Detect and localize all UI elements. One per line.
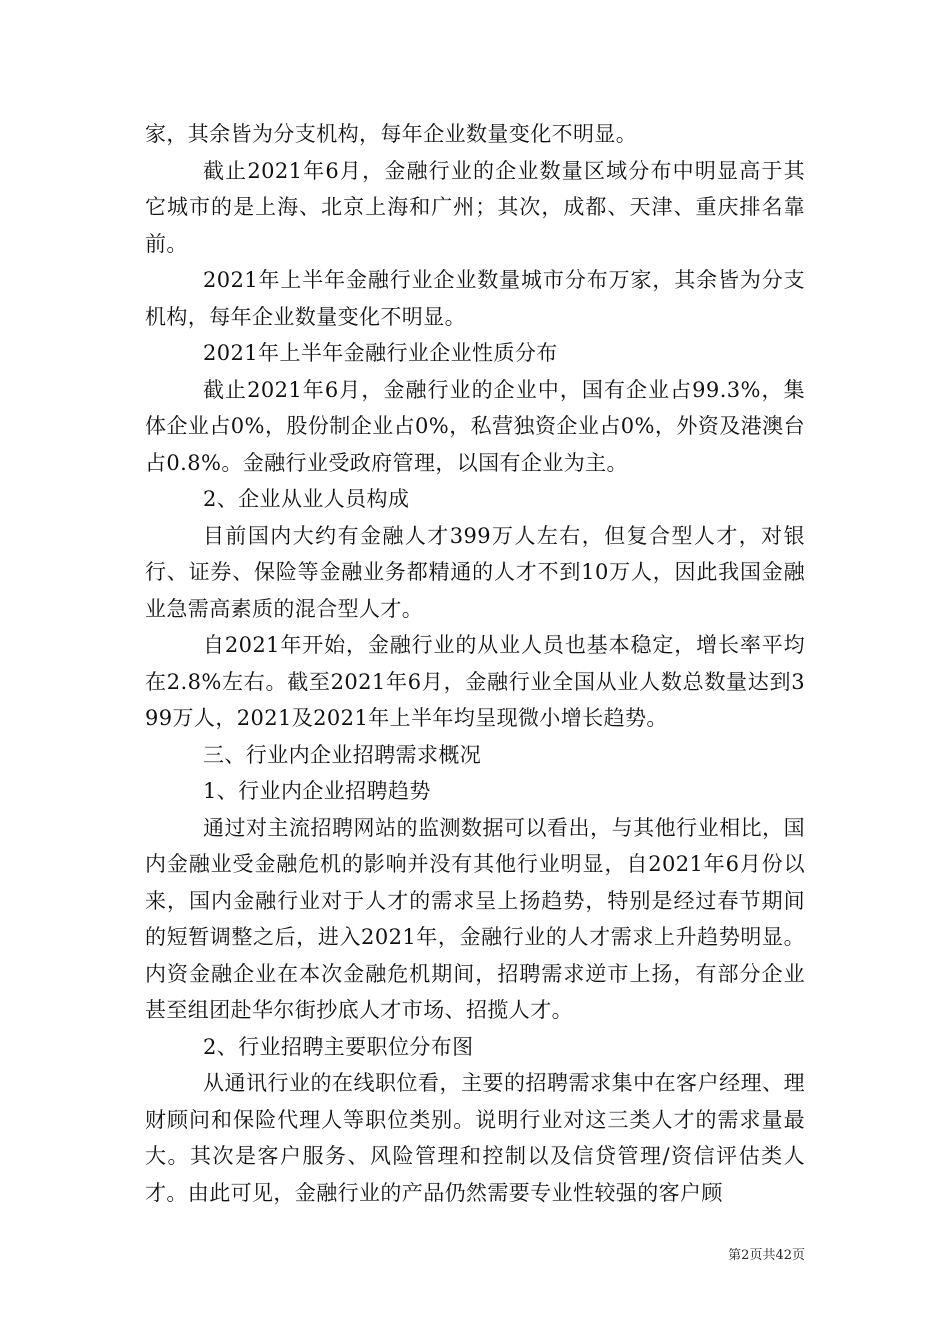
document-body [145,116,805,1211]
page-number: 第2页共42页 [728,1248,805,1263]
body-paragraph: 截止2021年6月，金融行业的企业数量区域分布中明显高于其它城市的是上海、北京上海和广州；其次，成都、天津、重庆排名靠前。 [145,158,805,256]
body-paragraph: 2021年上半年金融行业企业性质分布 [203,341,558,365]
body-paragraph: 2、企业从业人员构成 [203,487,410,511]
body-paragraph: 通过对主流招聘网站的监测数据可以看出，与其他行业相比，国内金融业受金融危机的影响并没有其他行业明显，自2021年6月份以来，国内金融行业对于人才的需求呈上扬趋势，特别是经过春节期间的短暂调整之后，进入2021年，金融行业的人才需求上升趋势明显。内资金融企业在本次金融危机期间，招聘需求逆市上扬，有部分企业甚至组团赴华尔街抄底人才市场、招揽人才。 [145,815,805,1022]
body-paragraph: 目前国内大约有金融人才399万人左右，但复合型人才，对银行、证券、保险等金融业务都精通的人才不到10万人，因此我国金融业急需高素质的混合型人才。 [145,523,805,621]
body-paragraph: 自2021年开始，金融行业的从业人员也基本稳定，增长率平均在2.8%左右。截至2021年6月，金融行业全国从业人数总数量达到399万人，2021及2021年上半年均呈现微小增长趋势。 [145,633,805,730]
body-paragraph: 从通讯行业的在线职位看，主要的招聘需求集中在客户经理、理财顾问和保险代理人等职位类别。说明行业对这三类人才的需求量最大。其次是客户服务、风险管理和控制以及信贷管理/资信评估类人才。由此可见，金融行业的产品仍然需要专业性较强的客户顾 [145,1071,805,1205]
body-paragraph: 2021年上半年金融行业企业数量城市分布万家，其余皆为分支机构，每年企业数量变化不明显。 [145,268,805,329]
body-paragraph: 三、行业内企业招聘需求概况 [203,742,482,767]
body-paragraph: 家，其余皆为分支机构，每年企业数量变化不明显。 [145,122,638,146]
body-paragraph: 2、行业招聘主要职位分布图 [203,1034,474,1059]
body-paragraph: 1、行业内企业招聘趋势 [203,779,431,803]
body-paragraph: 截止2021年6月，金融行业的企业中，国有企业占99.3%，集体企业占0%，股份制企业占0%，私营独资企业占0%，外资及港澳台占0.8%。金融行业受政府管理，以国有企业为主。 [145,377,805,475]
